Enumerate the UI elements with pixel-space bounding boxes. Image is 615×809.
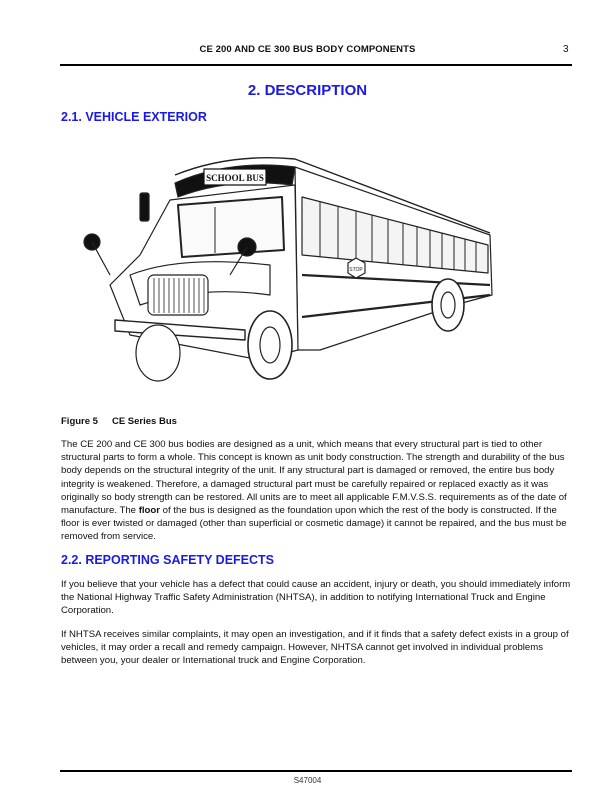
- front-wheel-left: [136, 325, 180, 381]
- paragraph-bold-term: floor: [138, 505, 161, 517]
- windshield: [178, 197, 284, 257]
- document-code: S47004: [293, 776, 322, 785]
- bus-figure: [70, 145, 500, 395]
- stop-sign-text: STOP: [349, 267, 363, 273]
- paragraph-text: The CE 200 and CE 300 bus bodies are designed as a unit, which means that every structural part is tied to other structural parts to form a whole. This concept is known as unit body construction. The strength and durability of the bus body depends on the structural integrity of the unit. If any structural part is damaged or removed, the entire bus body integrity is weakened. Therefore, a damaged structural part must be carefully repaired or replaced exactly as it was originally so body strength can be restored. All units are to meet all applicable F.M.V.S.S. requirements as of the date of manufacture. The: [61, 439, 567, 517]
- paragraph-text: of the bus is designed as the foundation upon which the rest of the body is constructed. If the floor is ever twisted or damaged (other than superficial or cosmetic damage) it cannot be repaired, and the bus must be removed from service.: [61, 505, 567, 543]
- page-number: 3: [563, 44, 569, 55]
- footer-rule: [60, 770, 572, 772]
- header-rule: [60, 64, 572, 66]
- section-title-reporting-safety-defects: 2.2. REPORTING SAFETY DEFECTS: [61, 553, 275, 567]
- school-bus-sign-text: SCHOOL BUS: [206, 173, 264, 183]
- paragraph-inform-nhtsa: If you believe that your vehicle has a defect that could cause an accident, injury or death, you should immediately inform the National Highway Traffic Safety Administration (NHTSA), in addition to notifying International Truck and Engine Corporation.: [61, 579, 571, 617]
- figure-label: Figure 5: [61, 416, 98, 427]
- figure-caption: [61, 416, 177, 427]
- side-mirror-top: [140, 193, 149, 221]
- section-title-vehicle-exterior: 2.1. VEHICLE EXTERIOR: [61, 110, 207, 124]
- figure-title: CE Series Bus: [111, 416, 177, 427]
- running-title: CE 200 AND CE 300 BUS BODY COMPONENTS: [199, 44, 416, 55]
- chapter-title: 2. DESCRIPTION: [247, 82, 368, 99]
- paragraph-unit-body: [61, 438, 576, 544]
- school-bus-illustration: [70, 145, 500, 395]
- paragraph-nhtsa-investigation: If NHTSA receives similar complaints, it may open an investigation, and if it finds that a safety defect exists in a group of vehicles, it may order a recall and remedy campaign. However, NHTSA cannot get involved in individual problems between you, your dealer or International truck and Engine Corporation.: [61, 629, 569, 667]
